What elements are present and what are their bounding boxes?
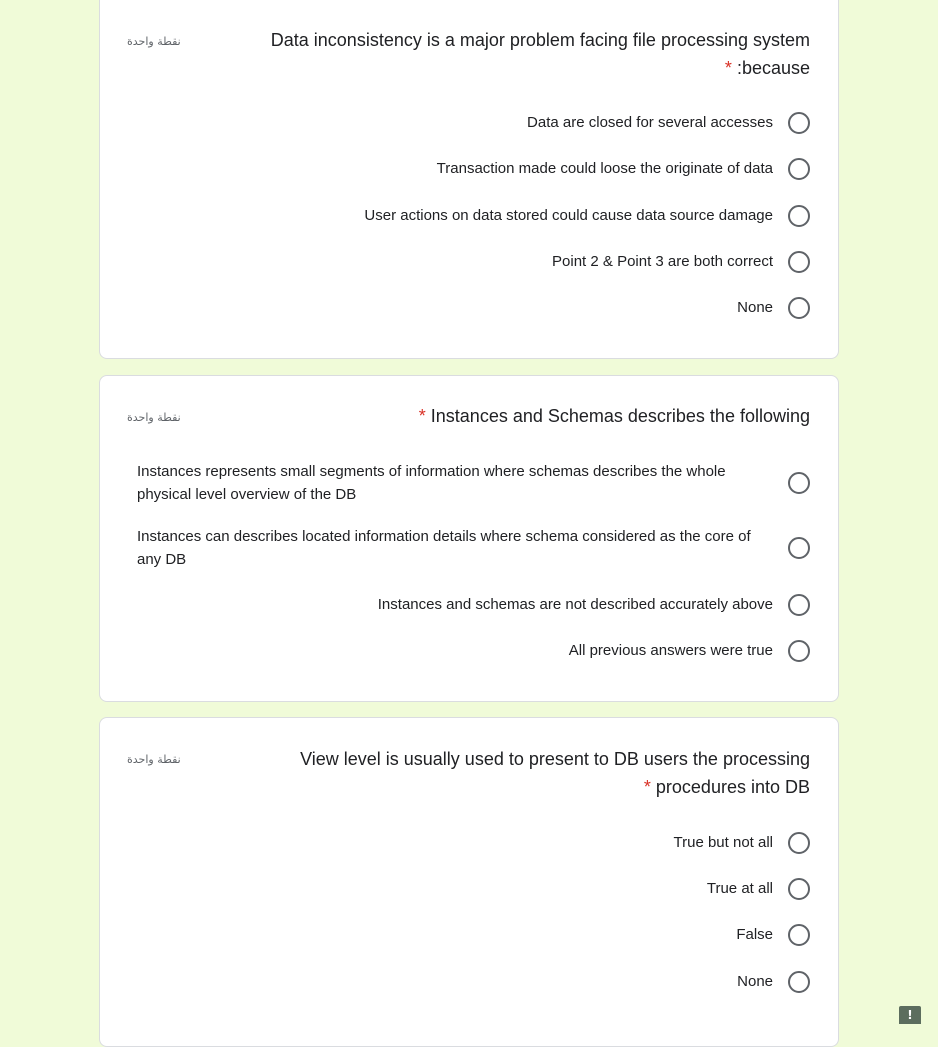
report-problem-button[interactable]: ! xyxy=(899,1006,921,1024)
answer-option-label: Instances and schemas are not described accurately above xyxy=(377,596,773,613)
answer-option-label: Data are closed for several accesses xyxy=(527,114,773,131)
answer-option-label: None xyxy=(737,973,773,990)
question-title xyxy=(300,745,810,801)
required-asterisk: * xyxy=(418,406,426,426)
answer-option-label: True but not all xyxy=(673,834,773,851)
answer-option-label: Transaction made could loose the originate of data xyxy=(436,160,773,177)
required-asterisk: * xyxy=(724,58,732,78)
answer-option[interactable] xyxy=(437,157,810,180)
radio-button[interactable] xyxy=(788,537,810,559)
radio-button[interactable] xyxy=(788,971,810,993)
answer-option[interactable] xyxy=(737,970,810,993)
radio-button[interactable] xyxy=(788,924,810,946)
radio-button[interactable] xyxy=(788,251,810,273)
radio-button[interactable] xyxy=(788,594,810,616)
question-title-line-1: View level is usually used to present to DB users the processing xyxy=(300,749,810,769)
radio-button[interactable] xyxy=(788,112,810,134)
answer-option[interactable] xyxy=(364,204,810,227)
question-title-text: Instances and Schemas describes the following xyxy=(430,406,810,426)
question-card-2 xyxy=(99,375,839,702)
question-title-text: :because xyxy=(736,58,810,78)
radio-button[interactable] xyxy=(788,297,810,319)
answer-option[interactable] xyxy=(527,111,810,134)
radio-button[interactable] xyxy=(788,158,810,180)
answer-option-label: Instances represents small segments of information where schemas describes the whole physical level overview of the DB xyxy=(137,463,726,503)
required-asterisk: * xyxy=(643,777,651,797)
radio-button[interactable] xyxy=(788,472,810,494)
answer-option[interactable] xyxy=(569,639,810,662)
answer-option[interactable] xyxy=(674,831,811,854)
radio-button[interactable] xyxy=(788,832,810,854)
radio-button[interactable] xyxy=(788,640,810,662)
question-title-line-2 xyxy=(271,54,810,82)
answer-option-label: None xyxy=(737,299,773,316)
answer-option[interactable] xyxy=(707,877,810,900)
question-title xyxy=(271,26,810,82)
answer-option-label: Instances can describes located information details where schema considered as the core of any DB xyxy=(137,528,751,568)
answer-option-label: False xyxy=(736,926,773,943)
answer-option-label: User actions on data stored could cause data source damage xyxy=(364,207,773,224)
points-label: نقطة واحدة xyxy=(127,753,181,766)
answer-option-label: Point 2 & Point 3 are both correct xyxy=(552,253,773,270)
question-card-1 xyxy=(99,0,839,359)
points-label: نقطة واحدة xyxy=(127,35,181,48)
answer-option[interactable] xyxy=(737,296,810,319)
question-card-3 xyxy=(99,717,839,1047)
answer-option[interactable] xyxy=(137,525,810,571)
answer-option[interactable] xyxy=(552,250,810,273)
radio-button[interactable] xyxy=(788,878,810,900)
question-title xyxy=(419,402,810,430)
answer-option[interactable] xyxy=(378,593,810,616)
question-title-text: procedures into DB xyxy=(655,777,810,797)
answer-option-label: True at all xyxy=(706,880,773,897)
question-title-line-2 xyxy=(300,773,810,801)
answer-option[interactable] xyxy=(736,923,810,946)
answer-option[interactable] xyxy=(137,460,810,506)
points-label: نقطة واحدة xyxy=(127,411,181,424)
question-title-line-1: Data inconsistency is a major problem facing file processing system xyxy=(270,30,810,50)
radio-button[interactable] xyxy=(788,205,810,227)
answer-option-label: All previous answers were true xyxy=(568,642,773,659)
